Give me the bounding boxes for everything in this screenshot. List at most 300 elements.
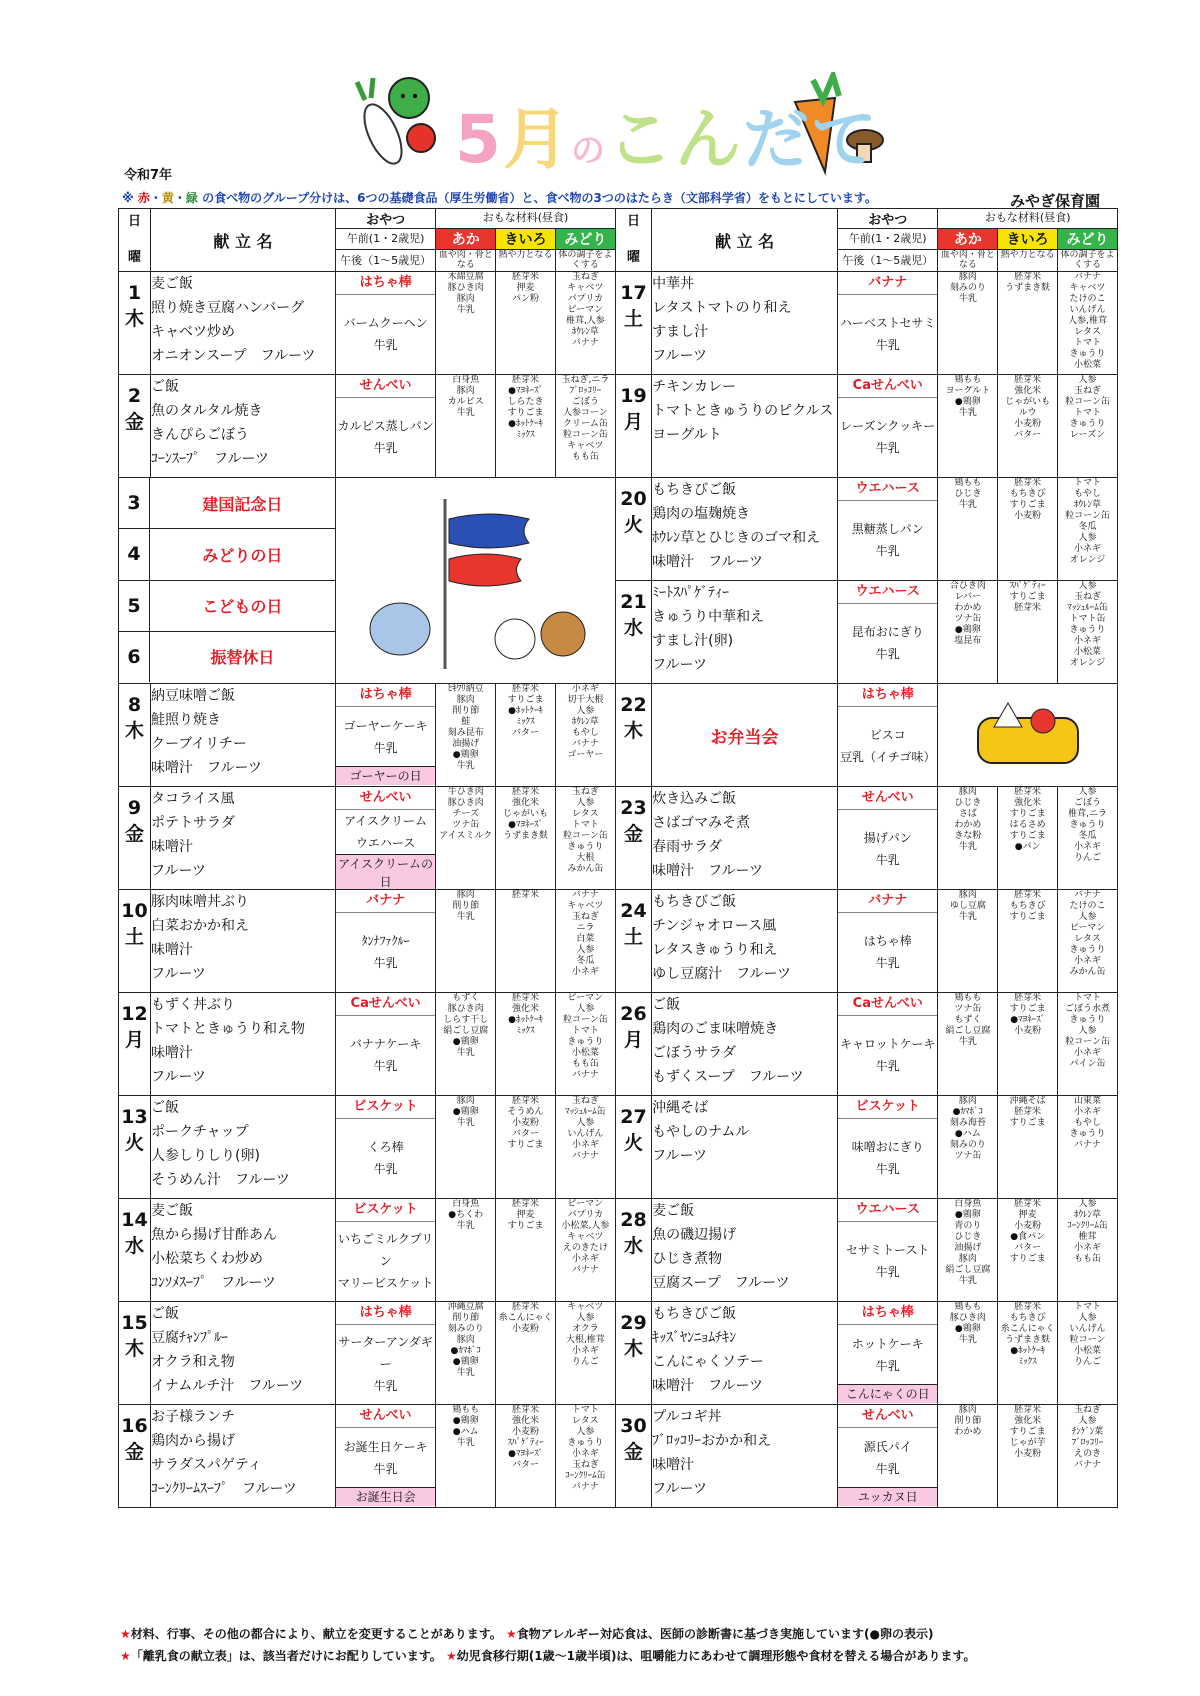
holiday-row bbox=[119, 632, 335, 682]
ingredient-aka: 豚肉 削り節 牛乳 bbox=[436, 890, 496, 993]
snack-pm: 牛乳 bbox=[373, 1461, 398, 1476]
snack-wrap bbox=[838, 272, 937, 373]
ingredient-kiiro: 胚芽米 もちきび すりごま 小麦粉 bbox=[998, 478, 1058, 581]
snack-wrap bbox=[838, 993, 937, 1094]
ingredient-aka: 白身魚 ●ちくわ 牛乳 bbox=[436, 1199, 496, 1302]
ingredient-midori: 山東菜 小ネギ もやし きゅうり バナナ bbox=[1058, 1096, 1118, 1199]
dish-name: もずくスープ フルーツ bbox=[652, 1069, 804, 1085]
day-of-week: 金 bbox=[125, 823, 145, 845]
snack-pm: 牛乳 bbox=[373, 1059, 398, 1073]
dish-name: 味噌汁 bbox=[652, 1457, 695, 1473]
day-cell bbox=[615, 1405, 651, 1508]
header-day: 日 曜 bbox=[119, 209, 151, 272]
snack-wrap bbox=[838, 890, 937, 991]
holiday-day-number: 5 bbox=[119, 581, 150, 631]
table-row bbox=[119, 684, 1118, 787]
ingredient-aka: 豚肉 ●鶏卵 牛乳 bbox=[436, 1096, 496, 1199]
header-aka-sub: 血や肉・骨となる bbox=[436, 250, 496, 272]
day-of-week: 水 bbox=[623, 617, 643, 639]
header-midori-right: みどり bbox=[1058, 229, 1118, 250]
dish-name: ﾎｳﾚﾝ草とひじきのゴマ和え bbox=[652, 530, 821, 546]
snack-wrap bbox=[336, 272, 435, 373]
ingredient-kiiro: ｽﾊﾟｹﾞﾃｨｰ すりごま 胚芽米 bbox=[998, 581, 1058, 684]
ingredient-aka: 豚肉 ●ｶﾏﾎﾞｺ 刻み海苔 ●ハム 刻みのり ツナ缶 bbox=[938, 1096, 998, 1199]
table-row bbox=[119, 1199, 1118, 1302]
snack-am: Caせんべい bbox=[838, 375, 937, 398]
ingredient-midori: バナナ キャベツ たけのこ いんげん 人参,椎茸 レタス トマト きゅうり 小松菜 bbox=[1058, 272, 1118, 375]
ingredient-midori: 人参 玉ねぎ ﾏｯｼｭﾙｰﾑ缶 トマト缶 きゅうり 小ネギ 小松菜 オレンジ bbox=[1058, 581, 1118, 684]
ingredient-kiiro: 胚芽米 押麦 小麦粉 ●食パン バター すりごま bbox=[998, 1199, 1058, 1302]
day-number: 23 bbox=[620, 797, 647, 819]
koinobori-illustration bbox=[335, 478, 615, 684]
dishes-cell bbox=[652, 993, 838, 1096]
snack-wrap bbox=[336, 1302, 435, 1403]
snack-event: アイスクリームの日 bbox=[336, 854, 435, 890]
day-of-week: 土 bbox=[623, 926, 643, 948]
bento-label: お弁当会 bbox=[652, 684, 838, 787]
header-pm: 午後（1～5歳児） bbox=[335, 250, 435, 272]
dish-name: 白菜おかか和え bbox=[151, 918, 250, 934]
dish-name: こんにゃくソテー bbox=[652, 1354, 764, 1370]
dish-name: フルーツ bbox=[652, 657, 707, 673]
day-number: 22 bbox=[620, 694, 647, 716]
ingredient-aka: 豚肉 ゆし豆腐 牛乳 bbox=[938, 890, 998, 993]
dishes-cell bbox=[652, 272, 838, 375]
dish-name: すまし汁(卵) bbox=[652, 633, 734, 649]
snack-pm: 牛乳 bbox=[875, 853, 900, 867]
footer-line-2: ★「離乳食の献立表」は、該当者だけにお配りしています。 ★幼児食移行期(1歳～1歳半頃)は、咀嚼能力にあわせて調理形態や食材を替える場合があります。 bbox=[120, 1649, 976, 1663]
dish-name: ご飯 bbox=[151, 1306, 180, 1322]
dish-name: 沖縄そば bbox=[652, 1100, 709, 1116]
snack-pm-list bbox=[838, 1119, 937, 1197]
ingredient-midori: ピーマン 人参 粒コーン缶 トマト きゅうり 小松菜 もも缶 バナナ bbox=[555, 993, 615, 1096]
snack-pm: セサミトースト bbox=[846, 1243, 930, 1257]
snack-am: はちゃ棒 bbox=[336, 1302, 435, 1325]
header-kiiro-sub: 熱や力となる bbox=[496, 250, 556, 272]
snack-cell bbox=[838, 1302, 938, 1405]
day-of-week: 金 bbox=[125, 1441, 145, 1463]
day-cell bbox=[615, 787, 651, 890]
ingredient-aka: 牛ひき肉 豚ひき肉 チーズ ツナ缶 アイスミルク bbox=[436, 787, 496, 890]
ingredient-aka: 鶏もも ●鶏卵 ●ハム 牛乳 bbox=[436, 1405, 496, 1508]
day-inner bbox=[616, 478, 651, 547]
dish-name: きんぴらごぼう bbox=[151, 427, 250, 443]
snack-wrap bbox=[838, 478, 937, 579]
holiday-row bbox=[119, 529, 335, 580]
ingredient-kiiro: 胚芽米 bbox=[496, 890, 556, 993]
snack-pm-list bbox=[838, 398, 937, 476]
day-number: 30 bbox=[620, 1415, 647, 1437]
snack-pm: 牛乳 bbox=[875, 1162, 900, 1176]
snack-am: バナナ bbox=[336, 890, 435, 913]
snack-pm: ウエハース bbox=[355, 836, 416, 850]
snack-cell bbox=[838, 1199, 938, 1302]
day-of-week: 木 bbox=[125, 308, 145, 330]
day-cell bbox=[615, 684, 651, 787]
ingredient-aka: 鶏もも 豚ひき肉 ●鶏卵 牛乳 bbox=[938, 1302, 998, 1405]
table-row bbox=[119, 478, 1118, 581]
bento-illustration bbox=[938, 684, 1118, 787]
dish-name: クーブイリチー bbox=[151, 736, 247, 752]
day-inner bbox=[616, 375, 651, 444]
snack-cell bbox=[838, 684, 938, 787]
dish-name: ｷｯｽﾞﾔﾝﾆｮﾑﾁｷﾝ bbox=[652, 1330, 737, 1346]
snack-pm: 牛乳 bbox=[373, 740, 398, 755]
ingredient-aka: 木綿豆腐 豚ひき肉 豚肉 牛乳 bbox=[436, 272, 496, 375]
day-number: 9 bbox=[127, 797, 142, 819]
dishes-cell bbox=[652, 890, 838, 993]
snack-am: バナナ bbox=[838, 890, 937, 913]
dish-name: ｺｰﾝｽｰﾌﾟ フルーツ bbox=[151, 451, 269, 467]
dishes-cell bbox=[151, 1199, 336, 1302]
snack-pm-list bbox=[336, 1428, 435, 1487]
ingredient-aka: もずく 豚ひき肉 しらす干し 絹ごし豆腐 ●鶏卵 牛乳 bbox=[436, 993, 496, 1096]
day-inner bbox=[119, 375, 150, 444]
dish-name: 豚肉味噌丼ぶり bbox=[151, 894, 250, 910]
day-cell bbox=[119, 1302, 151, 1405]
ingredient-midori: 人参 ﾎｳﾚﾝ草 ｺｰﾝｸﾘｰﾑ缶 椎茸 小ネギ もも缶 bbox=[1058, 1199, 1118, 1302]
snack-pm-list bbox=[336, 1016, 435, 1094]
ingredient-aka: 白身魚 豚肉 カルピス 牛乳 bbox=[436, 375, 496, 478]
holiday-row bbox=[119, 581, 335, 632]
ingredient-kiiro: 胚芽米 もちきび すりごま bbox=[998, 890, 1058, 993]
snack-am: せんべい bbox=[838, 787, 937, 810]
dish-name: チキンカレー bbox=[652, 379, 736, 395]
snack-pm-list bbox=[336, 1222, 435, 1300]
snack-am: せんべい bbox=[336, 787, 435, 810]
day-of-week: 木 bbox=[125, 1338, 145, 1360]
snack-cell bbox=[335, 272, 435, 375]
dish-name: そうめん汁 フルーツ bbox=[151, 1172, 290, 1188]
snack-am: ビスケット bbox=[336, 1199, 435, 1222]
dishes-cell bbox=[652, 581, 838, 684]
snack-pm: ハーベストセサミ bbox=[839, 316, 936, 330]
dish-name: フルーツ bbox=[151, 1069, 206, 1085]
ingredient-midori: バナナ キャベツ 玉ねぎ ニラ 白菜 人参 冬瓜 小ネギ bbox=[555, 890, 615, 993]
dish-name: キャベツ炒め bbox=[151, 324, 236, 340]
dish-name: ご飯 bbox=[652, 997, 681, 1013]
day-inner bbox=[616, 581, 651, 650]
ingredient-aka: 豚肉 刻みのり 牛乳 bbox=[938, 272, 998, 375]
dish-name: トマトときゅうり和え物 bbox=[151, 1021, 306, 1037]
snack-pm: ホットケーキ bbox=[851, 1336, 924, 1351]
day-number: 15 bbox=[121, 1312, 148, 1334]
bento-icon bbox=[968, 693, 1088, 773]
dish-name: レタストマトのり和え bbox=[652, 300, 792, 316]
day-inner bbox=[119, 272, 150, 341]
ingredient-aka: ﾋｷﾜﾘ納豆 豚肉 削り節 鮭 刻み昆布 油揚げ ●鶏卵 牛乳 bbox=[436, 684, 496, 787]
day-inner bbox=[616, 787, 651, 856]
table-row bbox=[119, 1405, 1118, 1508]
snack-event: ユッカヌ日 bbox=[838, 1487, 937, 1506]
snack-cell bbox=[335, 993, 435, 1096]
day-number: 20 bbox=[620, 488, 647, 510]
snack-pm-list bbox=[838, 1016, 937, 1094]
snack-pm: くろ棒 bbox=[367, 1140, 404, 1154]
snack-cell bbox=[335, 684, 435, 787]
holiday-name: こどもの日 bbox=[202, 597, 283, 617]
ingredient-kiiro: 胚芽米 糸こんにゃく 小麦粉 bbox=[496, 1302, 556, 1405]
dish-name: オクラ和え物 bbox=[151, 1354, 235, 1370]
holiday-day-number: 4 bbox=[119, 529, 150, 579]
snack-wrap bbox=[838, 684, 937, 785]
day-of-week: 金 bbox=[623, 823, 643, 845]
snack-cell bbox=[838, 1405, 938, 1508]
ingredient-midori: 小ネギ 切干大根 人参 ﾎｳﾚﾝ草 もやし バナナ ゴーヤー bbox=[555, 684, 615, 787]
day-number: 1 bbox=[127, 282, 142, 304]
ingredient-midori: 玉ねぎ キャベツ パプリカ ピーマン 椎茸,人参 ﾎｳﾚﾝ草 バナナ bbox=[555, 272, 615, 375]
dishes-cell bbox=[151, 1405, 336, 1508]
dish-name: タコライス風 bbox=[151, 791, 235, 807]
day-inner bbox=[616, 993, 651, 1062]
snack-pm: 揚げパン bbox=[863, 831, 912, 845]
snack-am: ビスケット bbox=[838, 1096, 937, 1119]
ingredient-midori: トマト 人参 いんげん 粒コーン 小松菜 りんご bbox=[1058, 1302, 1118, 1405]
day-cell bbox=[119, 1405, 151, 1508]
snack-pm: 牛乳 bbox=[875, 338, 900, 352]
dishes-cell bbox=[652, 375, 838, 478]
snack-cell bbox=[838, 993, 938, 1096]
dishes-cell bbox=[652, 1199, 838, 1302]
day-inner bbox=[119, 787, 150, 856]
dish-name: オニオンスープ フルーツ bbox=[151, 348, 316, 364]
snack-pm: レーズンクッキー bbox=[840, 419, 936, 433]
day-cell bbox=[615, 890, 651, 993]
dish-name: 味噌汁 bbox=[151, 1045, 194, 1061]
snack-pm-list bbox=[838, 1325, 937, 1384]
day-of-week: 月 bbox=[623, 411, 643, 433]
dish-name: フルーツ bbox=[652, 1148, 707, 1164]
dish-name: 味噌汁 bbox=[151, 942, 194, 958]
snack-cell bbox=[838, 375, 938, 478]
school-name: みやぎ保育園 bbox=[1010, 192, 1101, 210]
dish-name: ひじき煮物 bbox=[652, 1251, 723, 1267]
table-row bbox=[119, 272, 1118, 375]
snack-event: こんにゃくの日 bbox=[838, 1384, 937, 1403]
day-of-week: 土 bbox=[623, 308, 643, 330]
day-inner bbox=[119, 993, 150, 1062]
day-cell bbox=[615, 478, 651, 581]
snack-am: はちゃ棒 bbox=[336, 684, 435, 707]
dish-name: ﾐｰﾄｽﾊﾟｹﾞﾃｨｰ bbox=[652, 585, 730, 601]
day-inner bbox=[616, 684, 651, 753]
day-inner bbox=[119, 684, 150, 753]
dish-name: トマトときゅうりのピクルス bbox=[652, 403, 834, 419]
dish-name: ごぼうサラダ bbox=[652, 1045, 736, 1061]
day-inner bbox=[119, 1302, 150, 1371]
ingredient-kiiro: 胚芽米 強化米 ●ﾎｯﾄｹｰｷ ﾐｯｸｽ bbox=[496, 993, 556, 1096]
dish-name: 味噌汁 bbox=[151, 839, 194, 855]
snack-event: お誕生日会 bbox=[336, 1487, 435, 1506]
snack-pm-list bbox=[838, 810, 937, 888]
snack-cell bbox=[335, 375, 435, 478]
snack-am: はちゃ棒 bbox=[336, 272, 435, 295]
dishes-cell bbox=[151, 787, 336, 890]
dish-name: フルーツ bbox=[652, 348, 707, 364]
day-cell bbox=[119, 272, 151, 375]
snack-am: Caせんべい bbox=[838, 993, 937, 1016]
dish-name: 魚のタルタル焼き bbox=[151, 403, 263, 419]
dish-name: フルーツ bbox=[151, 863, 206, 879]
snack-pm: キャロットケーキ bbox=[839, 1037, 936, 1051]
dish-name: フルーツ bbox=[652, 1481, 707, 1497]
snack-pm-list bbox=[336, 1325, 435, 1403]
day-of-week: 木 bbox=[623, 720, 643, 742]
holiday-day-number: 6 bbox=[119, 632, 150, 682]
ingredient-aka: 鶏もも ヨーグルト ●鶏卵 牛乳 bbox=[938, 375, 998, 478]
day-of-week: 金 bbox=[125, 411, 145, 433]
day-number: 14 bbox=[121, 1209, 148, 1231]
snack-wrap bbox=[838, 1096, 937, 1197]
snack-pm: ビスコ bbox=[869, 728, 906, 742]
menu-table bbox=[118, 208, 1118, 1508]
snack-pm: ﾀﾝﾅﾌｧｸﾙｰ bbox=[361, 934, 410, 948]
dishes-cell bbox=[652, 1096, 838, 1199]
day-of-week: 火 bbox=[623, 514, 643, 536]
day-number: 27 bbox=[620, 1106, 647, 1128]
snack-pm: いちごミルクプリン bbox=[337, 1232, 434, 1268]
snack-am: ビスケット bbox=[336, 1096, 435, 1119]
snack-pm-list bbox=[838, 295, 937, 373]
dish-name: もちきびご飯 bbox=[652, 894, 737, 910]
header-aka-right: あか bbox=[938, 229, 998, 250]
header-kiiro-sub-right: 熱や力となる bbox=[998, 250, 1058, 272]
dish-name: ポテトサラダ bbox=[151, 815, 235, 831]
dish-name: 豆腐スープ フルーツ bbox=[652, 1275, 790, 1291]
snack-wrap bbox=[336, 375, 435, 476]
snack-cell bbox=[838, 890, 938, 993]
holiday-days bbox=[119, 478, 336, 684]
footer-line-1: ★材料、行事、その他の都合により、献立を変更することがあります。 ★食物アレルギー対応食は、医師の診断書に基づき実施しています(●卵の表示) bbox=[120, 1627, 934, 1641]
snack-am: はちゃ棒 bbox=[838, 1302, 937, 1325]
snack-pm-list bbox=[838, 604, 937, 682]
snack-pm: 牛乳 bbox=[875, 647, 900, 661]
snack-cell bbox=[838, 478, 938, 581]
ingredient-midori: トマト レタス 人参 きゅうり 小ネギ 玉ねぎ ｺｰﾝｸﾘｰﾑ缶 バナナ bbox=[555, 1405, 615, 1508]
holiday-name: 振替休日 bbox=[210, 648, 275, 668]
dish-name: ポークチャップ bbox=[151, 1124, 249, 1140]
snack-am: Caせんべい bbox=[336, 993, 435, 1016]
snack-event: ゴーヤーの日 bbox=[336, 766, 435, 785]
header-pm-right: 午後（1～5歳児） bbox=[838, 250, 938, 272]
day-cell bbox=[615, 1302, 651, 1405]
dish-name: 味噌汁 フルーツ bbox=[652, 863, 763, 879]
snack-pm: 牛乳 bbox=[373, 338, 398, 352]
dishes-cell bbox=[652, 1302, 838, 1405]
ingredient-kiiro: 胚芽米 強化米 小麦粉 ｽﾊﾟｹﾞﾃｨｰ ●ﾏﾖﾈｰｽﾞ バター bbox=[496, 1405, 556, 1508]
day-of-week: 木 bbox=[623, 1338, 643, 1360]
snack-pm-list bbox=[838, 1428, 937, 1487]
dish-name: もやしのナムル bbox=[652, 1124, 750, 1140]
snack-pm: バームクーヘン bbox=[343, 316, 428, 330]
header-am: 午前(1・2歳児) bbox=[335, 229, 435, 250]
day-cell bbox=[615, 993, 651, 1096]
snack-pm: バナナケーキ bbox=[349, 1037, 422, 1051]
dish-name: 小松菜ちくわ炒め bbox=[151, 1251, 264, 1267]
ingredient-kiiro: 胚芽米 強化米 じゃがいも ルウ 小麦粉 バター bbox=[998, 375, 1058, 478]
snack-am: せんべい bbox=[336, 375, 435, 398]
snack-wrap bbox=[336, 1199, 435, 1300]
ingredient-midori: 玉ねぎ ﾏｯｼｭﾙｰﾑ缶 人参 いんげん 小ネギ バナナ bbox=[555, 1096, 615, 1199]
dish-name: ゆし豆腐汁 フルーツ bbox=[652, 966, 791, 982]
day-of-week: 土 bbox=[125, 926, 145, 948]
header-aka: あか bbox=[436, 229, 496, 250]
snack-pm: マリービスケット bbox=[337, 1276, 434, 1290]
dish-name: プルコギ丼 bbox=[652, 1409, 722, 1425]
holiday-name: みどりの日 bbox=[202, 545, 283, 565]
dish-name: 味噌汁 フルーツ bbox=[652, 554, 763, 570]
header-aka-sub-right: 血や肉・骨となる bbox=[938, 250, 998, 272]
dishes-cell bbox=[151, 684, 336, 787]
header-ingredients: おもな材料(昼食) bbox=[436, 209, 616, 229]
day-number: 12 bbox=[121, 1003, 148, 1025]
ingredient-midori: ピーマン パプリカ 小松菜,人参 キャベツ えのきたけ 小ネギ バナナ bbox=[555, 1199, 615, 1302]
day-number: 8 bbox=[127, 694, 142, 716]
snack-wrap bbox=[336, 890, 435, 991]
ingredient-aka: 沖縄豆腐 削り節 刻みのり 豚肉 ●ｶﾏﾎﾞｺ ●鶏卵 牛乳 bbox=[436, 1302, 496, 1405]
day-number: 17 bbox=[620, 282, 647, 304]
snack-am: ウエハース bbox=[838, 581, 937, 604]
snack-pm-list bbox=[336, 398, 435, 476]
snack-pm: アイスクリーム bbox=[344, 814, 427, 828]
snack-wrap bbox=[838, 1199, 937, 1300]
snack-pm-list bbox=[336, 1119, 435, 1197]
dish-name: 鶏肉の塩麹焼き bbox=[652, 506, 751, 522]
header-kiiro: きいろ bbox=[496, 229, 556, 250]
day-inner bbox=[119, 1096, 150, 1165]
day-cell bbox=[615, 1199, 651, 1302]
snack-wrap bbox=[838, 581, 937, 682]
ingredient-kiiro: 胚芽米 強化米 じゃがいも ●ﾏﾖﾈｰｽﾞ うずまき麩 bbox=[496, 787, 556, 890]
snack-cell bbox=[335, 1096, 435, 1199]
header-midori: みどり bbox=[555, 229, 615, 250]
table-row bbox=[119, 1096, 1118, 1199]
dish-name: 豆腐ﾁｬﾝﾌﾟﾙｰ bbox=[151, 1330, 229, 1346]
snack-pm-list bbox=[838, 913, 937, 991]
snack-wrap bbox=[336, 684, 435, 785]
dishes-cell bbox=[151, 1096, 336, 1199]
ingredient-kiiro: 胚芽米 強化米 すりごま じゃが芋 小麦粉 bbox=[998, 1405, 1058, 1508]
day-number: 28 bbox=[620, 1209, 647, 1231]
day-cell bbox=[119, 890, 151, 993]
holiday-row bbox=[119, 478, 335, 529]
day-cell bbox=[119, 787, 151, 890]
snack-am: ウエハース bbox=[838, 1199, 937, 1222]
era-label: 令和7年 bbox=[124, 168, 173, 183]
day-cell bbox=[615, 272, 651, 375]
ingredient-midori: 玉ねぎ 人参 ﾁﾝｹﾞﾝ菜 ﾌﾞﾛｯｺﾘｰ えのき バナナ bbox=[1058, 1405, 1118, 1508]
snack-pm: 牛乳 bbox=[875, 1358, 900, 1373]
table-row bbox=[119, 993, 1118, 1096]
day-cell bbox=[615, 1096, 651, 1199]
snack-pm: はちゃ棒 bbox=[863, 934, 912, 948]
header-midori-sub: 体の調子をよくする bbox=[555, 250, 615, 272]
ingredient-midori: バナナ たけのこ 人参 ピーマン レタス きゅうり 小ネギ みかん缶 bbox=[1058, 890, 1118, 993]
dish-name: きゅうり中華和え bbox=[652, 609, 765, 625]
dish-name: お子様ランチ bbox=[151, 1409, 236, 1425]
dish-name: 麦ご飯 bbox=[652, 1203, 695, 1219]
snack-pm: 牛乳 bbox=[875, 956, 900, 970]
day-number: 26 bbox=[620, 1003, 647, 1025]
day-of-week: 金 bbox=[623, 1441, 643, 1463]
snack-pm: 牛乳 bbox=[875, 1461, 900, 1476]
dish-name: 麦ご飯 bbox=[151, 276, 194, 292]
snack-pm-list bbox=[838, 501, 937, 579]
header-am-right: 午前(1・2歳児) bbox=[838, 229, 938, 250]
dish-name: 照り焼き豆腐ハンバーグ bbox=[151, 300, 305, 316]
dish-name: ヨーグルト bbox=[652, 427, 722, 443]
snack-pm: 黒糖蒸しパン bbox=[851, 522, 924, 536]
